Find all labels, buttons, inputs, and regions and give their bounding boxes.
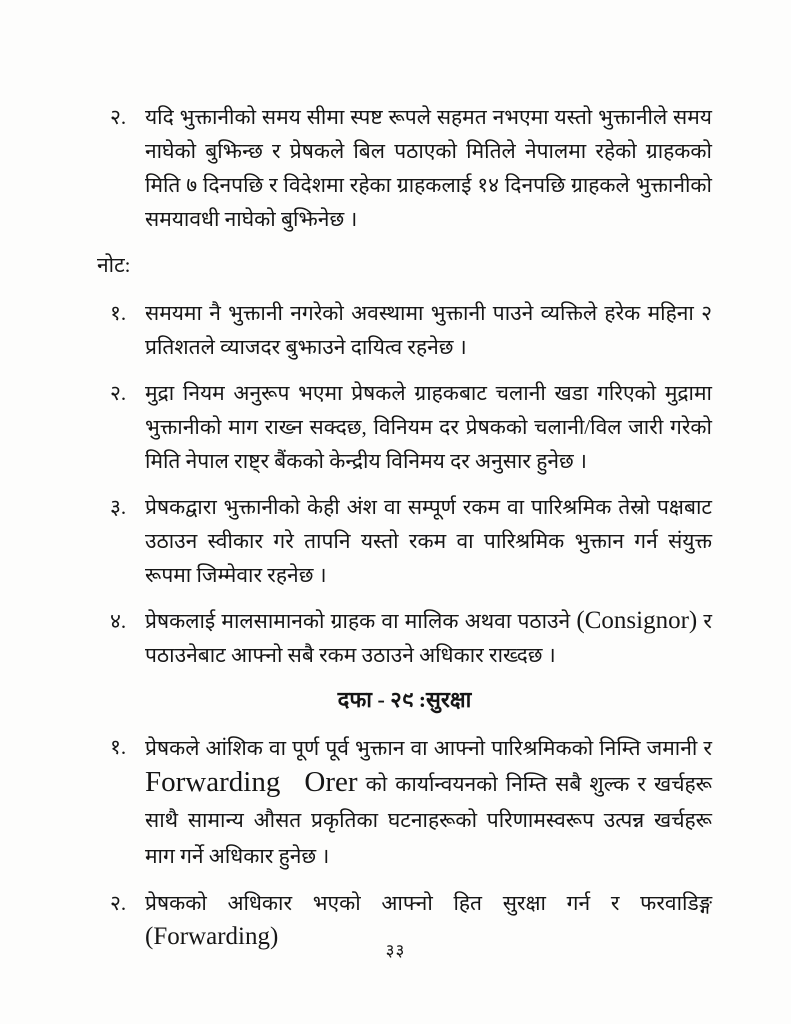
latin-term: (Consignor)	[576, 607, 698, 634]
text-segment: प्रेषकले आंशिक वा पूर्ण पूर्व भुक्तान वा आफ्नो पारिश्रमिकको निम्ति जमानी र	[145, 736, 712, 760]
text-segment: प्रेषकको अधिकार भएको आफ्नो हित सुरक्षा गर्न र फरवाडिङ्ग	[145, 891, 712, 915]
list-item-text	[145, 730, 712, 874]
list-item-number: २.	[110, 381, 127, 405]
list-item-number: २.	[110, 105, 127, 129]
list-item	[97, 296, 712, 364]
text-segment: को कार्यान्वयनको निम्ति सबै शुल्क र खर्चहरू साथै सामान्य औसत प्रकृतिका घटनाहरूको परिणामस्वरूप उत्पन्न खर्चहरू माग गर्ने अधिकार हुनेछ ।	[145, 772, 713, 868]
list-item-text	[145, 604, 712, 672]
list-item-text: मुद्रा नियम अनुरूप भएमा प्रेषकले ग्राहकबाट चलानी खडा गरिएको मुद्रामा भुक्तानीको माग राख्न सक्दछ, विनियम दर प्रेषकको चलानी/विल जारी गरेको मिति नेपाल राष्ट्र बैंकको केन्द्रीय विनिमय दर अनुसार हुनेछ ।	[145, 381, 712, 473]
list-item	[97, 376, 712, 478]
list-item	[97, 730, 712, 874]
text-segment: प्रेषकलाई मालसामानको ग्राहक वा मालिक अथवा पठाउने	[145, 609, 571, 633]
list-item-number: १.	[110, 301, 127, 325]
list-item	[97, 490, 712, 592]
list-item-text: प्रेषकद्वारा भुक्तानीको केही अंश वा सम्पूर्ण रकम वा पारिश्रमिक तेस्रो पक्षबाट उठाउन स्वीकार गरे तापनि यस्तो रकम वा पारिश्रमिक भुक्तान गर्न संयुक्त रूपमा जिम्मेवार रहनेछ ।	[145, 495, 712, 587]
latin-term: (Forwarding)	[145, 923, 279, 950]
list-item-text: यदि भुक्तानीको समय सीमा स्पष्ट रूपले सहमत नभएमा यस्तो भुक्तानीले समय नाघेको बुझिन्छ र प्रेषकले बिल पठाएको मितिले नेपालमा रहेको ग्राहकको मिति ७ दिनपछि र विदेशमा रहेका ग्राहकलाई १४ दिनपछि ग्राहकले भुक्तानीको समयावधी नाघेको बुझिनेछ ।	[145, 105, 712, 231]
page-number: ३३	[385, 941, 406, 960]
section-heading: दफा - २९ :सुरक्षा	[337, 687, 472, 712]
list-item-number: ४.	[110, 609, 127, 633]
list-item-number: १.	[110, 735, 127, 759]
latin-term: Forwarding Orer	[145, 766, 358, 798]
list-item	[97, 100, 712, 236]
list-item-number: ३.	[110, 495, 127, 519]
text-segment: र पठाउनेबाट आफ्नो सबै रकम उठाउने अधिकार राख्दछ ।	[145, 609, 712, 667]
list-item-number: २.	[110, 891, 127, 915]
list-item	[97, 604, 712, 672]
note-label: नोट:	[97, 253, 131, 277]
list-item-text: समयमा नै भुक्तानी नगरेको अवस्थामा भुक्तानी पाउने व्यक्तिले हरेक महिना २ प्रतिशतले व्याजदर बुझाउने दायित्व रहनेछ ।	[145, 301, 712, 359]
